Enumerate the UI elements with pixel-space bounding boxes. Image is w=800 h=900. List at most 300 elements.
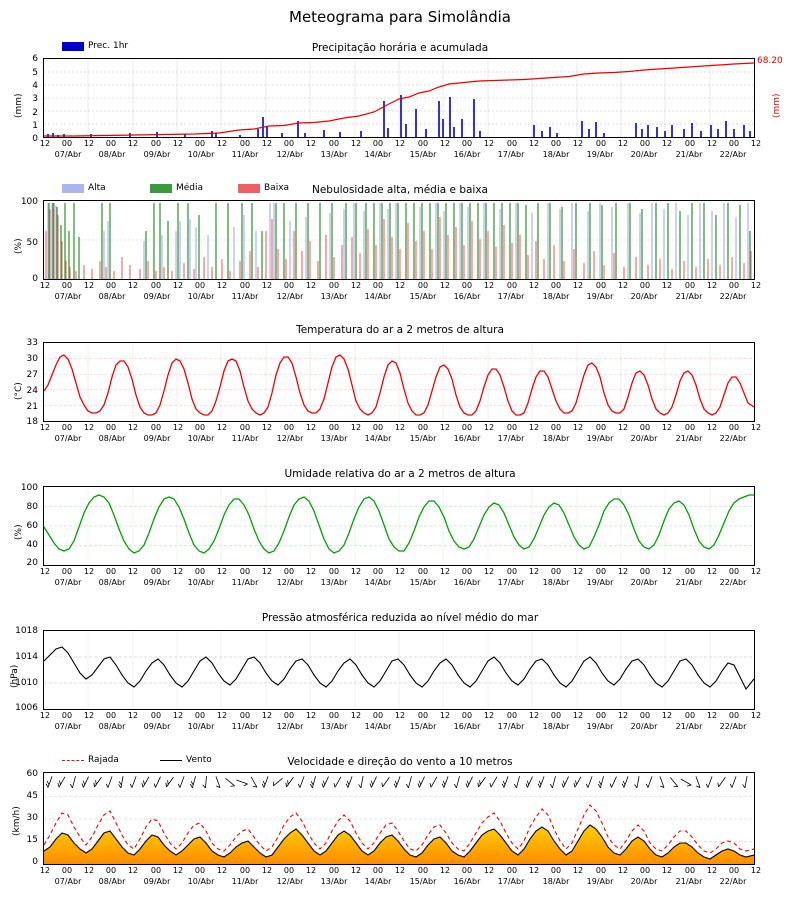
xday: 10/Abr	[187, 578, 215, 587]
ylabel-wind: (km/h)	[12, 806, 22, 836]
xday: 18/Abr	[542, 877, 570, 886]
xtick: 12	[483, 866, 495, 875]
xday: 19/Abr	[586, 292, 614, 301]
xtick: 12	[750, 281, 762, 290]
xtick: 12	[394, 281, 406, 290]
xtick: 00	[506, 281, 518, 290]
xday: 16/Abr	[453, 434, 481, 443]
xday: 22/Abr	[719, 292, 747, 301]
xday: 16/Abr	[453, 877, 481, 886]
xtick: 12	[661, 866, 673, 875]
xday: 15/Abr	[409, 292, 437, 301]
xtick: 12	[350, 866, 362, 875]
xtick: 00	[372, 139, 384, 148]
ylabel-cloud: (%)	[14, 238, 24, 254]
plot-humidity	[43, 486, 755, 566]
legend-cloud-alta	[62, 184, 106, 193]
xtick: 12	[172, 866, 184, 875]
xtick: 00	[595, 281, 607, 290]
xtick: 12	[706, 139, 718, 148]
ytick-pres-1010: 1010	[15, 678, 38, 688]
xtick: 00	[417, 711, 429, 720]
xday: 14/Abr	[364, 877, 392, 886]
xtick: 00	[239, 567, 251, 576]
xtick: 00	[506, 423, 518, 432]
xtick: 00	[150, 711, 162, 720]
xtick: 00	[684, 567, 696, 576]
legend-label-rajada: Rajada	[88, 755, 119, 765]
xtick: 12	[528, 423, 540, 432]
xtick: 12	[305, 866, 317, 875]
xtick: 12	[572, 139, 584, 148]
xday: 18/Abr	[542, 722, 570, 731]
legend-swatch-rajada	[62, 760, 84, 761]
xtick: 00	[550, 139, 562, 148]
xtick: 00	[506, 567, 518, 576]
xtick: 00	[595, 567, 607, 576]
xday: 10/Abr	[187, 292, 215, 301]
xday: 15/Abr	[409, 578, 437, 587]
xtick: 00	[461, 281, 473, 290]
xday: 11/Abr	[231, 434, 259, 443]
xtick: 00	[61, 866, 73, 875]
xtick: 00	[639, 139, 651, 148]
xday: 11/Abr	[231, 578, 259, 587]
xday: 18/Abr	[542, 578, 570, 587]
xtick: 12	[617, 567, 629, 576]
ytick-pres-1014: 1014	[15, 652, 38, 662]
xtick: 12	[439, 866, 451, 875]
xtick: 12	[83, 567, 95, 576]
xday: 07/Abr	[54, 877, 82, 886]
xday: 13/Abr	[320, 578, 348, 587]
xday: 08/Abr	[98, 150, 126, 159]
ylabel-humidity: (%)	[14, 524, 24, 540]
ytick-cloud-100: 100	[20, 197, 38, 207]
xtick: 00	[105, 281, 117, 290]
xtick: 12	[216, 281, 228, 290]
xday: 12/Abr	[276, 150, 304, 159]
xday: 14/Abr	[364, 150, 392, 159]
legend-cloud-baixa	[238, 184, 289, 193]
ytick-temp-33: 33	[26, 338, 38, 348]
xtick: 12	[261, 281, 273, 290]
xday: 07/Abr	[54, 722, 82, 731]
xtick: 12	[261, 866, 273, 875]
xday: 15/Abr	[409, 434, 437, 443]
xtick: 00	[150, 567, 162, 576]
xtick: 00	[194, 423, 206, 432]
xtick: 12	[617, 139, 629, 148]
xday: 16/Abr	[453, 150, 481, 159]
xtick: 12	[172, 423, 184, 432]
panel-title-precipitation: Precipitação horária e acumulada	[311, 42, 489, 54]
xday: 17/Abr	[497, 722, 525, 731]
xday: 14/Abr	[364, 434, 392, 443]
xtick: 00	[684, 281, 696, 290]
xtick: 12	[528, 281, 540, 290]
ytick-wind-30: 30	[26, 813, 38, 823]
xday: 10/Abr	[187, 877, 215, 886]
xtick: 12	[528, 567, 540, 576]
xday: 21/Abr	[675, 434, 703, 443]
xday: 17/Abr	[497, 578, 525, 587]
xtick: 00	[194, 711, 206, 720]
ylabel-pressure: (hPa)	[10, 664, 20, 688]
xtick: 12	[706, 866, 718, 875]
xtick: 00	[639, 281, 651, 290]
xtick: 00	[550, 423, 562, 432]
xtick: 12	[483, 281, 495, 290]
panel-cloud	[0, 182, 800, 301]
ylabel-precipitation-right: (mm)	[772, 93, 782, 118]
xtick: 12	[661, 567, 673, 576]
plot-pressure	[43, 630, 755, 710]
xtick: 00	[194, 866, 206, 875]
xtick: 12	[750, 711, 762, 720]
xday: 18/Abr	[542, 150, 570, 159]
xtick: 12	[661, 423, 673, 432]
legend-label-media: Média	[176, 183, 204, 193]
xtick: 12	[127, 711, 139, 720]
xtick: 12	[617, 866, 629, 875]
xtick: 12	[39, 423, 51, 432]
xtick: 12	[572, 567, 584, 576]
ytick-precip-5: 5	[32, 68, 38, 78]
xtick: 12	[483, 711, 495, 720]
ytick-precip-2: 2	[32, 108, 38, 118]
xtick: 12	[305, 567, 317, 576]
xtick: 12	[127, 567, 139, 576]
xtick: 00	[372, 567, 384, 576]
xtick: 12	[127, 139, 139, 148]
xtick: 12	[661, 139, 673, 148]
xtick: 00	[61, 139, 73, 148]
xtick: 00	[550, 281, 562, 290]
xday: 12/Abr	[276, 578, 304, 587]
xday: 22/Abr	[719, 434, 747, 443]
xtick: 00	[372, 711, 384, 720]
xtick: 00	[506, 711, 518, 720]
xtick: 12	[394, 567, 406, 576]
xtick: 12	[261, 139, 273, 148]
xtick: 00	[728, 711, 740, 720]
xtick: 00	[105, 567, 117, 576]
xtick: 00	[283, 139, 295, 148]
ylabel-temperature: (°C)	[14, 382, 24, 400]
xday: 17/Abr	[497, 434, 525, 443]
xtick: 00	[283, 866, 295, 875]
ytick-wind-15: 15	[26, 835, 38, 845]
xtick: 12	[39, 139, 51, 148]
xday: 20/Abr	[630, 434, 658, 443]
ytick-precip-6: 6	[32, 54, 38, 64]
xtick: 00	[283, 281, 295, 290]
xday: 12/Abr	[276, 434, 304, 443]
legend-wind-vento	[160, 756, 212, 765]
xtick: 12	[572, 866, 584, 875]
xtick: 12	[39, 866, 51, 875]
xtick: 12	[394, 423, 406, 432]
legend-label-baixa: Baixa	[264, 183, 290, 193]
ytick-cloud-50: 50	[26, 238, 38, 248]
xtick: 00	[506, 139, 518, 148]
xday: 14/Abr	[364, 722, 392, 731]
xtick: 12	[483, 423, 495, 432]
xtick: 12	[706, 711, 718, 720]
xday: 11/Abr	[231, 877, 259, 886]
xtick: 12	[350, 423, 362, 432]
xtick: 12	[394, 866, 406, 875]
xtick: 00	[550, 567, 562, 576]
xday: 14/Abr	[364, 292, 392, 301]
xtick: 12	[706, 567, 718, 576]
xaxis-cloud	[39, 281, 762, 307]
xtick: 12	[216, 423, 228, 432]
panel-title-wind: Velocidade e direção do vento a 10 metros	[287, 756, 513, 768]
ytick-hum-80: 80	[26, 502, 38, 512]
xtick: 00	[150, 281, 162, 290]
xtick: 12	[350, 567, 362, 576]
xday: 17/Abr	[497, 292, 525, 301]
xtick: 00	[372, 281, 384, 290]
xtick: 12	[528, 866, 540, 875]
xtick: 12	[172, 139, 184, 148]
xday: 20/Abr	[630, 150, 658, 159]
xday: 19/Abr	[586, 877, 614, 886]
xday: 22/Abr	[719, 722, 747, 731]
xtick: 00	[417, 139, 429, 148]
xday: 07/Abr	[54, 434, 82, 443]
xtick: 12	[216, 567, 228, 576]
xtick: 12	[261, 711, 273, 720]
xday: 09/Abr	[143, 877, 171, 886]
xaxis-pressure	[39, 711, 762, 737]
xday: 10/Abr	[187, 150, 215, 159]
xtick: 00	[684, 711, 696, 720]
xtick: 00	[417, 866, 429, 875]
xtick: 00	[684, 423, 696, 432]
xtick: 00	[61, 567, 73, 576]
xday: 22/Abr	[719, 578, 747, 587]
xday: 14/Abr	[364, 578, 392, 587]
xtick: 00	[328, 866, 340, 875]
xtick: 00	[728, 139, 740, 148]
xtick: 00	[283, 423, 295, 432]
xtick: 12	[439, 423, 451, 432]
xday: 21/Abr	[675, 292, 703, 301]
xday: 15/Abr	[409, 150, 437, 159]
xtick: 00	[328, 423, 340, 432]
ytick-temp-21: 21	[26, 402, 38, 412]
xtick: 12	[305, 139, 317, 148]
legend-swatch-alta	[62, 184, 84, 193]
panel-wind	[0, 754, 800, 894]
legend-swatch-baixa	[238, 184, 260, 193]
panel-humidity	[0, 468, 800, 587]
xday: 11/Abr	[231, 722, 259, 731]
xday: 12/Abr	[276, 292, 304, 301]
xday: 09/Abr	[143, 434, 171, 443]
xtick: 12	[83, 711, 95, 720]
xtick: 12	[127, 866, 139, 875]
xday: 13/Abr	[320, 722, 348, 731]
ytick-temp-30: 30	[26, 354, 38, 364]
xtick: 00	[150, 423, 162, 432]
ytick-temp-18: 18	[26, 417, 38, 427]
xday: 09/Abr	[143, 578, 171, 587]
xtick: 12	[661, 281, 673, 290]
xtick: 12	[528, 139, 540, 148]
xtick: 12	[439, 711, 451, 720]
legend-swatch-prec1hr	[62, 42, 84, 51]
xday: 10/Abr	[187, 434, 215, 443]
xaxis-precipitation	[39, 139, 762, 165]
panel-precipitation	[0, 40, 800, 159]
ytick-hum-60: 60	[26, 521, 38, 531]
xaxis-wind	[39, 866, 762, 892]
ytick-cloud-0: 0	[32, 274, 38, 284]
xtick: 12	[216, 711, 228, 720]
ytick-precip-0: 0	[32, 134, 38, 144]
panel-title-temperature: Temperatura do ar a 2 metros de altura	[296, 324, 504, 336]
xtick: 00	[639, 866, 651, 875]
xday: 11/Abr	[231, 150, 259, 159]
xday: 19/Abr	[586, 722, 614, 731]
xtick: 00	[150, 866, 162, 875]
xday: 08/Abr	[98, 877, 126, 886]
ytick-hum-100: 100	[20, 483, 38, 493]
xtick: 12	[394, 139, 406, 148]
xday: 12/Abr	[276, 722, 304, 731]
xtick: 12	[172, 711, 184, 720]
ytick-hum-40: 40	[26, 540, 38, 550]
ytick-temp-24: 24	[26, 386, 38, 396]
xtick: 12	[216, 866, 228, 875]
xtick: 12	[261, 567, 273, 576]
xtick: 12	[394, 711, 406, 720]
xtick: 12	[39, 281, 51, 290]
xday: 07/Abr	[54, 292, 82, 301]
xtick: 00	[595, 866, 607, 875]
xtick: 12	[483, 139, 495, 148]
xtick: 00	[595, 139, 607, 148]
xday: 21/Abr	[675, 578, 703, 587]
xtick: 00	[194, 281, 206, 290]
plot-precipitation	[43, 58, 755, 138]
xtick: 12	[350, 139, 362, 148]
xday: 19/Abr	[586, 150, 614, 159]
xday: 08/Abr	[98, 434, 126, 443]
ytick-wind-45: 45	[26, 791, 38, 801]
xtick: 12	[661, 711, 673, 720]
xtick: 12	[750, 866, 762, 875]
xtick: 12	[305, 423, 317, 432]
xtick: 00	[105, 866, 117, 875]
ytick-precip-3: 3	[32, 94, 38, 104]
xtick: 00	[639, 423, 651, 432]
xday: 11/Abr	[231, 292, 259, 301]
xday: 20/Abr	[630, 292, 658, 301]
ytick-precip-4: 4	[32, 81, 38, 91]
xtick: 12	[750, 567, 762, 576]
xtick: 12	[483, 567, 495, 576]
xday: 09/Abr	[143, 722, 171, 731]
xday: 16/Abr	[453, 578, 481, 587]
xtick: 00	[372, 423, 384, 432]
xtick: 12	[305, 711, 317, 720]
panel-temperature	[0, 324, 800, 443]
ytick-wind-60: 60	[26, 769, 38, 779]
xtick: 00	[461, 139, 473, 148]
xtick: 00	[417, 281, 429, 290]
xtick: 12	[528, 711, 540, 720]
xday: 18/Abr	[542, 434, 570, 443]
xtick: 00	[328, 281, 340, 290]
xtick: 00	[61, 711, 73, 720]
xtick: 00	[239, 139, 251, 148]
xday: 22/Abr	[719, 150, 747, 159]
xtick: 00	[194, 139, 206, 148]
xday: 08/Abr	[98, 292, 126, 301]
legend-wind-rajada	[62, 756, 119, 765]
xtick: 12	[39, 711, 51, 720]
legend-label-vento: Vento	[186, 755, 212, 765]
xtick: 00	[684, 139, 696, 148]
xday: 20/Abr	[630, 722, 658, 731]
legend-cloud-media	[150, 184, 203, 193]
xtick: 12	[572, 711, 584, 720]
xtick: 12	[172, 567, 184, 576]
xday: 20/Abr	[630, 578, 658, 587]
xaxis-humidity	[39, 567, 762, 593]
xday: 13/Abr	[320, 150, 348, 159]
xday: 18/Abr	[542, 292, 570, 301]
panel-title-pressure: Pressão atmosférica reduzida ao nível médio do mar	[261, 612, 539, 624]
ytick-pres-1018: 1018	[15, 626, 38, 636]
xtick: 00	[239, 866, 251, 875]
xtick: 12	[706, 423, 718, 432]
xtick: 00	[105, 423, 117, 432]
xtick: 00	[461, 711, 473, 720]
xtick: 00	[595, 423, 607, 432]
xtick: 00	[105, 139, 117, 148]
xtick: 12	[350, 711, 362, 720]
xday: 08/Abr	[98, 578, 126, 587]
xtick: 12	[617, 281, 629, 290]
ylabel-precipitation: (mm)	[14, 93, 24, 118]
xday: 10/Abr	[187, 722, 215, 731]
ytick-precip-1: 1	[32, 121, 38, 131]
xtick: 00	[417, 423, 429, 432]
xtick: 12	[216, 139, 228, 148]
xtick: 12	[439, 567, 451, 576]
xday: 22/Abr	[719, 877, 747, 886]
legend-swatch-media	[150, 184, 172, 193]
xtick: 00	[328, 567, 340, 576]
xday: 17/Abr	[497, 150, 525, 159]
xday: 12/Abr	[276, 877, 304, 886]
legend-precipitation	[62, 42, 128, 51]
xtick: 12	[706, 281, 718, 290]
ytick-temp-27: 27	[26, 370, 38, 380]
xday: 13/Abr	[320, 292, 348, 301]
xday: 09/Abr	[143, 150, 171, 159]
xday: 09/Abr	[143, 292, 171, 301]
precip-total-label: 68.20	[757, 56, 783, 66]
xtick: 12	[750, 139, 762, 148]
xday: 17/Abr	[497, 877, 525, 886]
